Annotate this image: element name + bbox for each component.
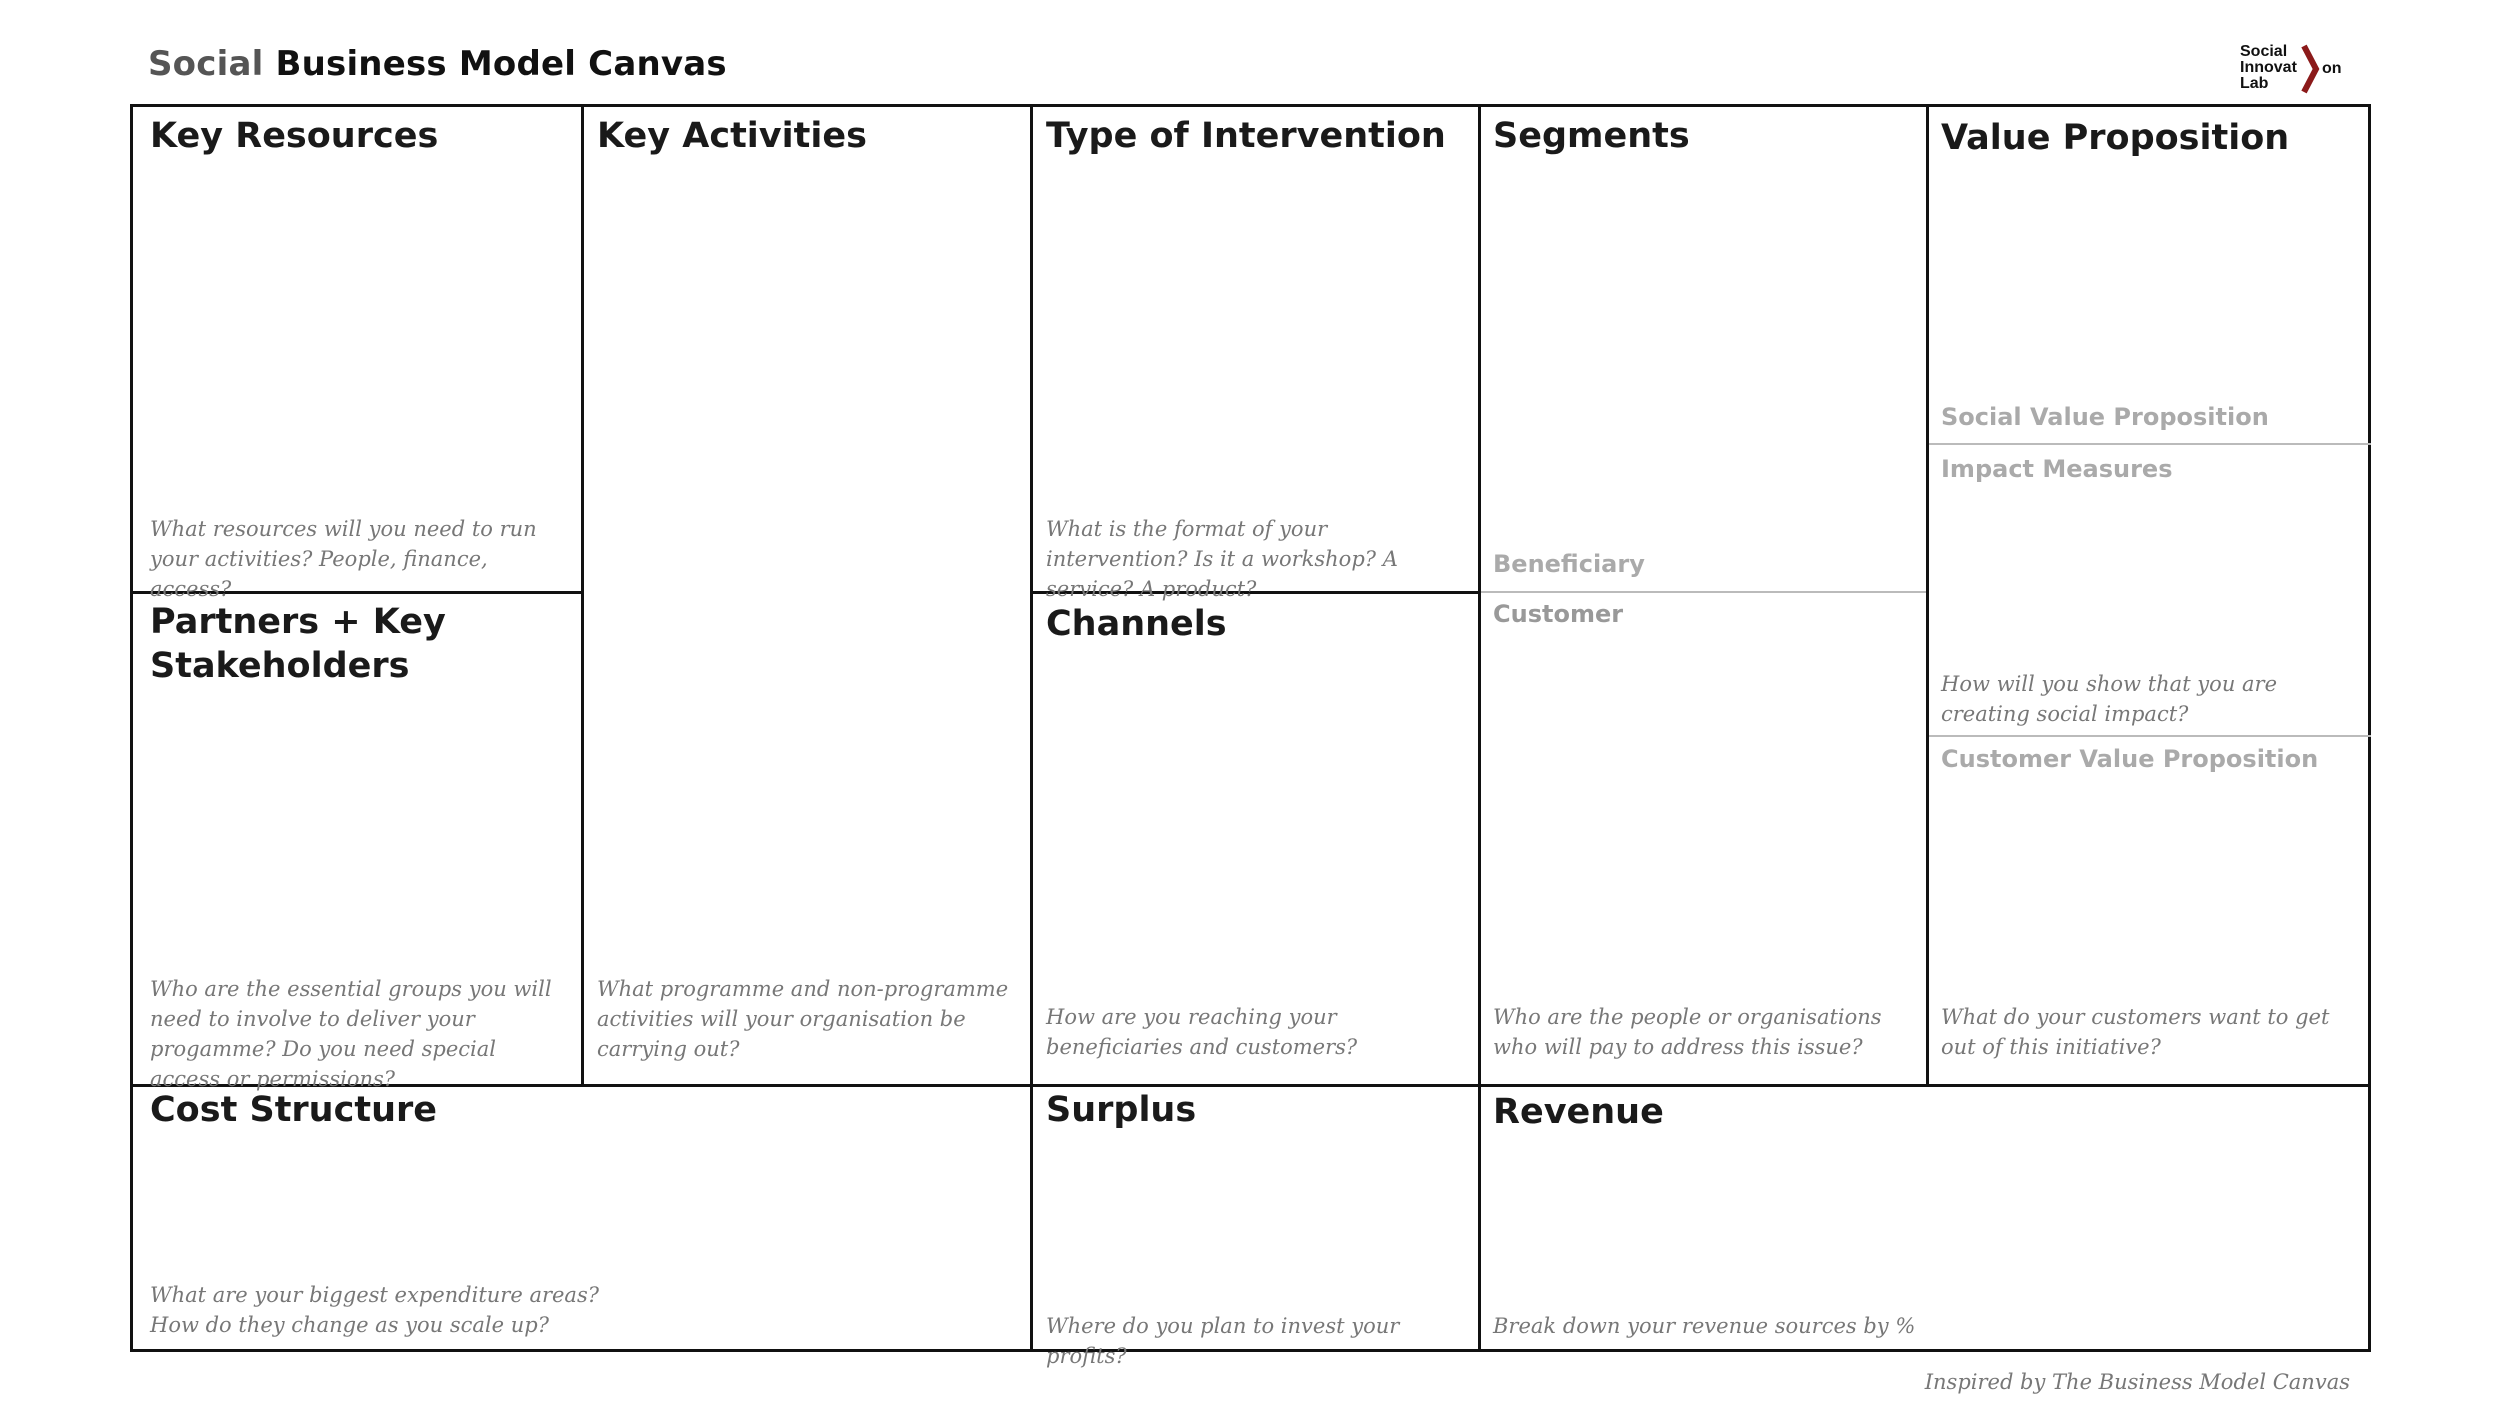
key-resources-prompt: What resources will you need to run your activities? People, finance, access? bbox=[150, 517, 537, 601]
customer-value-prompt: What do your customers want to get out of this initiative? bbox=[1941, 1005, 2330, 1059]
partners-title bbox=[150, 600, 446, 688]
key-activities-title: Key Activities bbox=[597, 116, 867, 156]
divider bbox=[1030, 107, 1033, 1352]
impact-measures-label: Impact Measures bbox=[1941, 455, 2173, 483]
revenue-title: Revenue bbox=[1493, 1092, 1664, 1132]
divider bbox=[1478, 107, 1481, 1352]
partners-prompt: Who are the essential groups you will need to involve to deliver your progamme? Do you need special access or permissions? bbox=[150, 977, 552, 1091]
footer-credit: Inspired by The Business Model Canvas bbox=[1924, 1370, 2350, 1394]
segments-prompt: Who are the people or organisations who will pay to address this issue? bbox=[1493, 1005, 1882, 1059]
type-of-intervention-prompt: What is the format of your intervention? Is it a workshop? A service? A product? bbox=[1046, 517, 1398, 601]
logo-line-3: Lab bbox=[2240, 75, 2269, 92]
page-title-prefix: Social bbox=[148, 44, 264, 84]
divider bbox=[1926, 107, 1929, 1087]
impact-measures-prompt: How will you show that you are creating social impact? bbox=[1941, 672, 2277, 726]
channels-title: Channels bbox=[1046, 604, 1227, 644]
logo-suffix: on bbox=[2322, 60, 2342, 77]
logo-line-2: Innovat bbox=[2240, 59, 2297, 76]
cost-structure-title: Cost Structure bbox=[150, 1090, 437, 1130]
value-proposition-title: Value Proposition bbox=[1941, 118, 2290, 158]
key-resources-title: Key Resources bbox=[150, 116, 439, 156]
beneficiary-label: Beneficiary bbox=[1493, 550, 1645, 578]
partners-title-line-1: Partners + Key bbox=[150, 602, 446, 642]
logo-chevron-icon bbox=[2298, 44, 2322, 94]
partners-title-line-2: Stakeholders bbox=[150, 646, 410, 686]
revenue-prompt: Break down your revenue sources by % bbox=[1493, 1314, 1916, 1338]
cost-structure-prompt bbox=[150, 1280, 650, 1340]
segments-title: Segments bbox=[1493, 116, 1690, 156]
logo-line-1: Social bbox=[2240, 43, 2288, 60]
customer-value-proposition-label: Customer Value Proposition bbox=[1941, 745, 2319, 773]
cost-structure-prompt-line-1: What are your biggest expenditure areas? bbox=[150, 1283, 599, 1307]
surplus-prompt: Where do you plan to invest your profits? bbox=[1046, 1314, 1400, 1368]
page-title bbox=[148, 44, 727, 84]
surplus-title: Surplus bbox=[1046, 1090, 1197, 1130]
divider bbox=[581, 107, 584, 1087]
thin-divider bbox=[1929, 443, 2371, 445]
key-activities-prompt: What programme and non-programme activities will your organisation be carrying out? bbox=[597, 977, 1009, 1061]
channels-prompt: How are you reaching your beneficiaries and customers? bbox=[1046, 1005, 1358, 1059]
customer-label: Customer bbox=[1493, 600, 1624, 628]
cost-structure-prompt-line-2: How do they change as you scale up? bbox=[150, 1313, 549, 1337]
page-title-main: Business Model Canvas bbox=[275, 44, 727, 84]
thin-divider bbox=[1481, 591, 1926, 593]
thin-divider bbox=[1929, 735, 2371, 737]
type-of-intervention-title: Type of Intervention bbox=[1046, 116, 1446, 156]
social-innovation-lab-logo bbox=[2240, 44, 2360, 96]
social-value-proposition-label: Social Value Proposition bbox=[1941, 403, 2269, 431]
